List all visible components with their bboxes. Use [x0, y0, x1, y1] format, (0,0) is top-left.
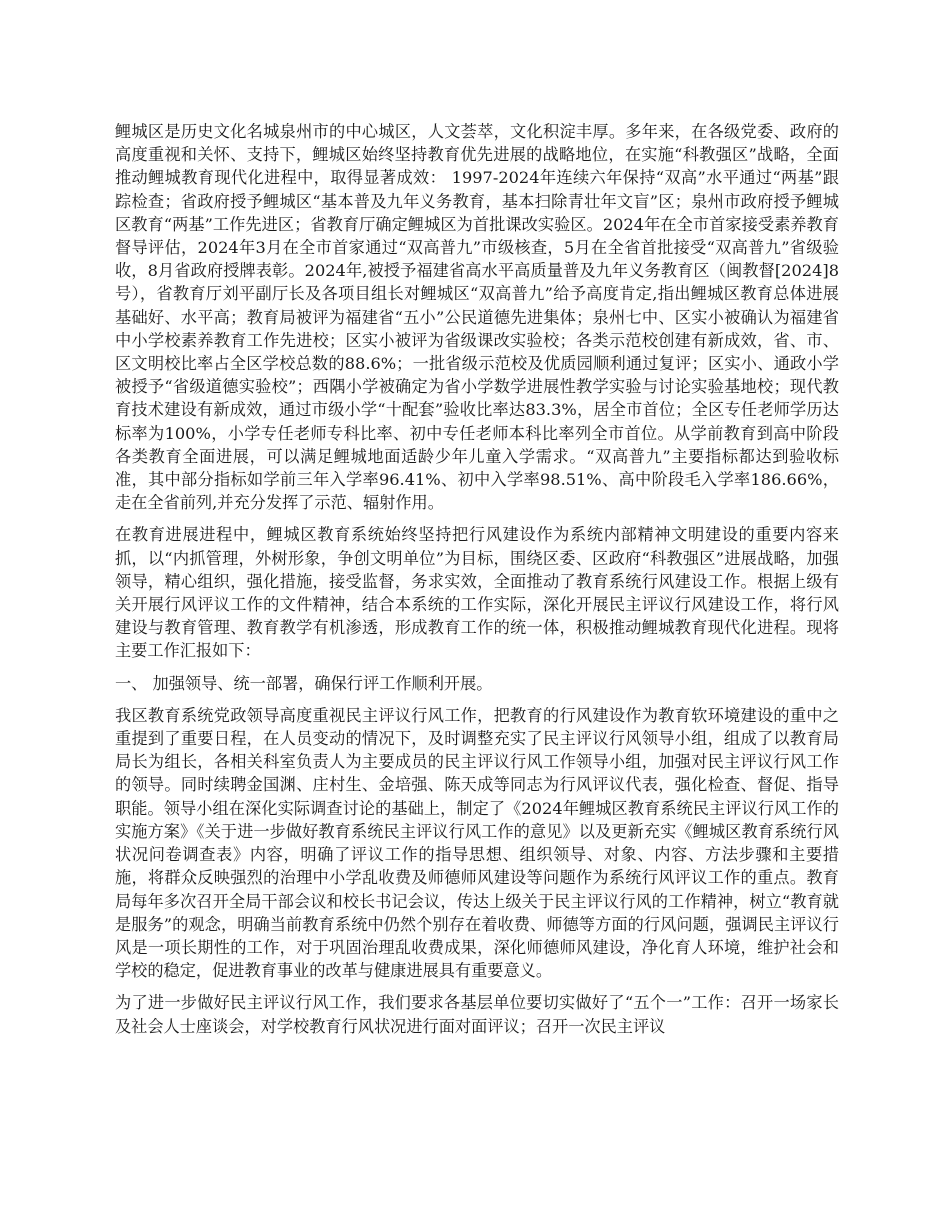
paragraph-five-ones: 为了进一步做好民主评议行风工作，我们要求各基层单位要切实做好了“五个一”工作：召开一场家长及社会人士座谈会，对学校教育行风状况进行面对面评议；召开一次民主评议 [115, 993, 839, 1036]
document-page [115, 120, 839, 1047]
section-heading-1: 一、 加强领导、统一部署，确保行评工作顺利开展。 [115, 673, 493, 693]
paragraph-leadership: 我区教育系统党政领导高度重视民主评议行风工作，把教育的行风建设作为教育软环境建设的重中之重提到了重要日程，在人员变动的情况下，及时调整充实了民主评议行风领导小组，组成了以教育局局长为组长，各相关科室负责人为主要成员的民主评议行风工作领导小组，加强对民主评议行风工作的领导。同时续聘金国渊、庄村生、金培强、陈天成等同志为行风评议代表，强化检查、督促、指导职能。领导小组在深化实际调查讨论的基础上，制定了《2024年鲤城区教育系统民主评议行风工作的实施方案》《关于进一步做好教育系统民主评议行风工作的意见》以及更新充实《鲤城区教育系统行风状况问卷调查表》内容，明确了评议工作的指导思想、组织领导、对象、内容、方法步骤和主要措施，将群众反映强烈的治理中小学乱收费及师德师风建设等问题作为系统行风评议工作的重点。教育局每年多次召开全局干部会议和校长书记会议，传达上级关于民主评议行风的工作精神，树立“教育就是服务”的观念，明确当前教育系统中仍然个别存在着收费、师德等方面的行风问题，强调民主评议行风是一项长期性的工作，对于巩固治理乱收费成果，深化师德师风建设，净化育人环境，维护社会和学校的稳定，促进教育事业的改革与健康进展具有重要意义。 [115, 705, 839, 981]
paragraph-overview: 在教育进展进程中，鲤城区教育系统始终坚持把行风建设作为系统内部精神文明建设的重要内容来抓，以“内抓管理，外树形象，争创文明单位”为目标，围绕区委、区政府“科教强区”进展战略，加强领导，精心组织，强化措施，接受监督，务求实效，全面推动了教育系统行风建设工作。根据上级有关开展行风评议工作的文件精神，结合本系统的工作实际，深化开展民主评议行风建设工作，将行风建设与教育管理、教育教学有机渗透，形成教育工作的统一体，积极推动鲤城教育现代化进程。现将主要工作汇报如下： [115, 525, 839, 661]
paragraph-intro: 鲤城区是历史文化名城泉州市的中心城区，人文荟萃，文化积淀丰厚。多年来，在各级党委、政府的高度重视和关怀、支持下，鲤城区始终坚持教育优先进展的战略地位，在实施“科教强区”战略，全面推动鲤城教育现代化进程中，取得显著成效： 1997-2024年连续六年保持“双高”水平通过“两基”跟踪检查；省政府授予鲤城区“基本普及九年义务教育，基本扫除青壮年文盲”区；泉州市政府授予鲤城区教育“两基”工作先进区；省教育厅确定鲤城区为首批课改实验区。2024年在全市首家接受素养教育督导评估，2024年3月在全市首家通过“双高普九”市级核查，5月在全省首批接受“双高普九”省级验收，8月省政府授牌表彰。2024年,被授予福建省高水平高质量普及九年义务教育区（闽教督[2024]8号），省教育厅刘平副厅长及各项目组长对鲤城区“双高普九”给予高度肯定,指出鲤城区教育总体进展基础好、水平高；教育局被评为福建省“五小”公民道德先进集体；泉州七中、区实小被确认为福建省中小学校素养教育工作先进校；区实小被评为省级课改实验校；各类示范校创建有新成效，省、市、区文明校比率占全区学校总数的88.6%；一批省级示范校及优质园顺利通过复评；区实小、通政小学被授予“省级道德实验校”；西隅小学被确定为省小学数学进展性教学实验与讨论实验基地校；现代教育技术建设有新成效，通过市级小学“十配套”验收比率达83.3%，居全市首位；全区专任老师学历达标率为100%，小学专任老师专科比率、初中专任老师本科比率列全市首位。从学前教育到高中阶段各类教育全面进展，可以满足鲤城地面适龄少年儿童入学需求。“双高普九”主要指标都达到验收标准，其中部分指标如学前三年入学率96.41%、初中入学率98.51%、高中阶段毛入学率186.66%，走在全省前列,并充分发挥了示范、辐射作用。 [115, 122, 839, 513]
